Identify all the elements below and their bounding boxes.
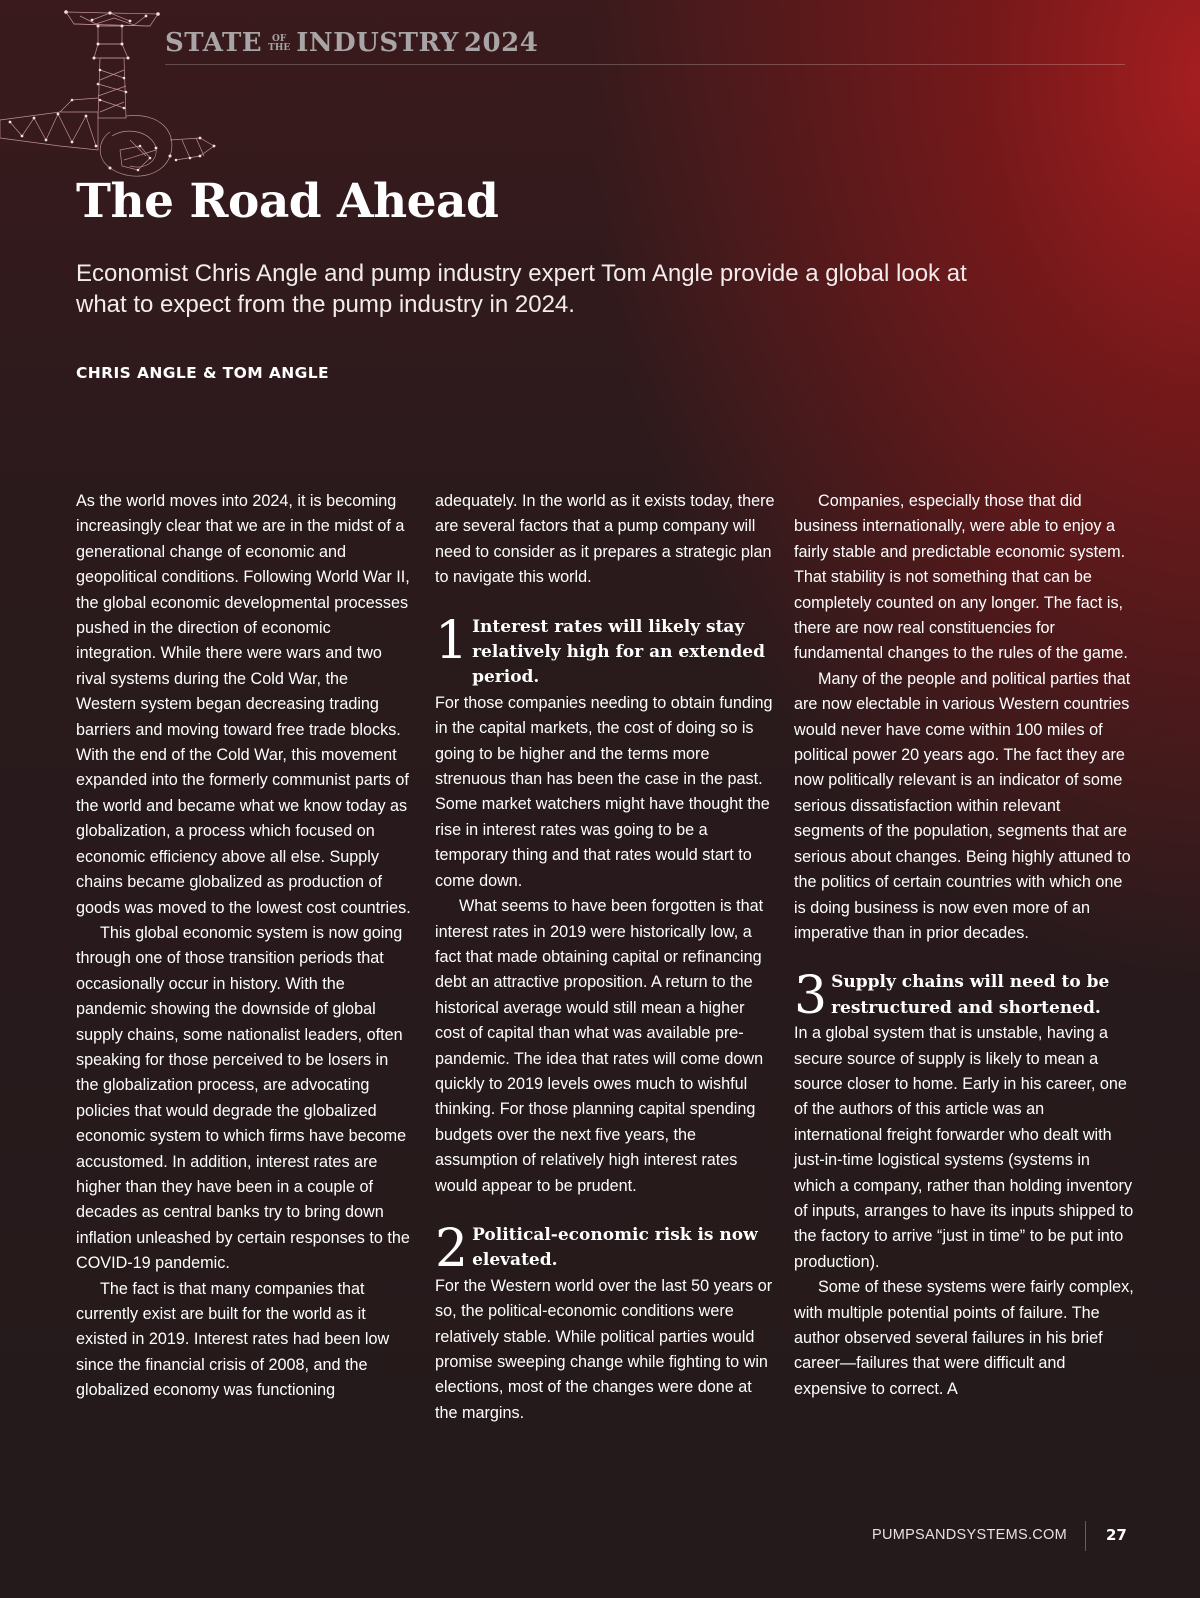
subhead-text: Supply chains will need to be restructured and shortened.: [831, 972, 1110, 1018]
article-title: The Road Ahead: [76, 174, 499, 229]
subhead-number: 2: [435, 1218, 469, 1279]
paragraph: This global economic system is now going through one of those transition periods that occasionally occur in history. With the pandemic showing the downside of global supply chains, some nationalist leaders, often speaking for those perceived to be losers in the globalization process, are advocating policies that would degrade the globalized economic system to which firms have become accustomed. In addition, interest rates are higher than they have been in a couple of decades as central banks try to bring down inflation unleashed by certain responses to the COVID-19 pandemic.: [76, 923, 410, 1273]
header-of-the: OF THE: [268, 34, 291, 53]
subhead-3: [794, 966, 1134, 1027]
section-header: [165, 28, 1125, 65]
footer-site-link[interactable]: PUMPSANDSYSTEMS.COM: [871, 1527, 1067, 1543]
header-industry: INDUSTRY: [296, 28, 459, 58]
paragraph: adequately. In the world as it exists today, there are several factors that a pump company will need to consider as it prepares a strategic plan to navigate this world.: [435, 492, 775, 587]
article-dek: Economist Chris Angle and pump industry expert Tom Angle provide a global look at what to expect from the pump industry in 2024.: [76, 260, 967, 318]
paragraph: Many of the people and political parties that are now electable in various Western countries would never have come within 100 miles of political power 20 years ago. The fact they are now politically relevant is an indicator of some serious dissatisfaction within relevant segments of the population, segments that are serious about changes. Being highly attuned to the politics of certain countries with which one is doing business is now even more of an imperative than in prior decades.: [794, 669, 1131, 942]
paragraph: For the Western world over the last 50 years or so, the political-economic conditions were relatively stable. While political parties would promise sweeping change while fighting to win elections, most of the changes were done at the margins.: [435, 1276, 773, 1422]
subhead-2: [435, 1218, 775, 1279]
header-state: STATE: [165, 28, 263, 58]
subhead-text: Interest rates will likely stay relatively high for an extended period.: [472, 616, 765, 688]
footer-divider: [1085, 1521, 1086, 1551]
paragraph: Some of these systems were fairly complex, with multiple potential points of failure. The author observed several failures in his brief career—failures that were difficult and expensive to correct. A: [794, 1278, 1134, 1398]
article-column-1: [76, 489, 411, 1404]
subhead-1: [435, 610, 775, 691]
paragraph: The fact is that many companies that currently exist are built for the world as it existed in 2019. Interest rates had been low since the financial crisis of 2008, and the globalized economy was functioning: [76, 1279, 390, 1400]
article-column-2: [435, 489, 775, 1426]
subhead-number: 1: [435, 610, 469, 671]
paragraph: What seems to have been forgotten is that interest rates in 2019 were historically low, a fact that made obtaining capital or refinancing debt an attractive proposition. A return to the historical average would still mean a higher cost of capital than what was available pre-pandemic. The idea that rates will come down quickly to 2019 levels owes much to wishful thinking. For those planning capital spending budgets over the next five years, the assumption of relatively high interest rates would appear to be prudent.: [435, 897, 764, 1195]
article-byline: CHRIS ANGLE & TOM ANGLE: [76, 364, 329, 382]
page-number: 27: [1106, 1526, 1127, 1544]
paragraph: Companies, especially those that did business internationally, were able to enjoy a fairly stable and predictable economic system. That stability is not something that can be completely counted on any longer. The fact is, there are now real constituencies for fundamental changes to the rules of the game.: [794, 492, 1128, 663]
paragraph: As the world moves into 2024, it is becoming increasingly clear that we are in the midst of a generational change of economic and geopolitical conditions. Following World War II, the global economic developmental processes pushed in the direction of economic integration. While there were wars and two rival systems during the Cold War, the Western system began decreasing trading barriers and moving toward free trade blocks. With the end of the Cold War, this movement expanded into the formerly communist parts of the world and became what we know today as globalization, a process which focused on economic efficiency above all else. Supply chains became globalized as production of goods was moved to the lowest cost countries.: [76, 492, 411, 917]
header-year: 2024: [463, 28, 539, 58]
paragraph: In a global system that is unstable, having a secure source of supply is likely to mean a source closer to home. Early in his career, one of the authors of this article was an international freight forwarder who dealt with just-in-time logistical systems (systems in which a company, rather than holding inventory of inputs, arranges to have its inputs shipped to the factory to arrive “just in time” to be put into production).: [794, 1024, 1134, 1271]
subhead-number: 3: [794, 966, 828, 1027]
article-column-3: [794, 489, 1134, 1402]
paragraph: For those companies needing to obtain funding in the capital markets, the cost of doing so is going to be higher and the terms more strenuous than has been the case in the past. Some market watchers might have thought the rise in interest rates was going to be a temporary thing and that rates would start to come down.: [435, 693, 773, 890]
subhead-text: Political-economic risk is now elevated.: [472, 1224, 758, 1271]
